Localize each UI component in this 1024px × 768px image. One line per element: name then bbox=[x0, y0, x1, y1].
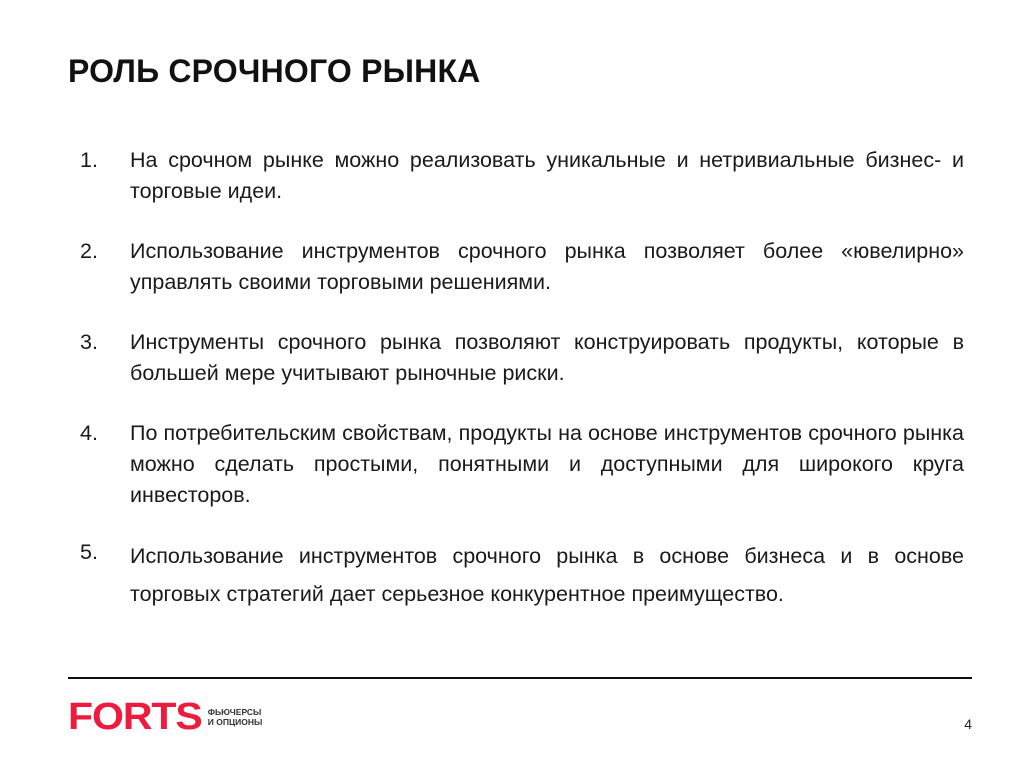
logo-tagline-line-2: И ОПЦИОНЫ bbox=[207, 717, 263, 727]
item-text: По потребительским свойствам, продукты на основе инструментов срочного рынка можно сделать простыми, понятными и доступными для широкого круга инвесторов. bbox=[130, 421, 964, 507]
item-number: 5. bbox=[80, 540, 98, 564]
item-text: Использование инструментов срочного рынка позволяет более «ювелирно» управлять своими торговыми решениями. bbox=[130, 239, 964, 294]
logo-tagline-line-1: ФЬЮЧЕРСЫ bbox=[207, 707, 262, 717]
item-number: 3. bbox=[80, 330, 98, 354]
item-text: Инструменты срочного рынка позволяют конструировать продукты, которые в большей мере учитывают рыночные риски. bbox=[130, 330, 964, 385]
page-number: 4 bbox=[964, 716, 972, 732]
item-number: 2. bbox=[80, 239, 98, 263]
item-number: 4. bbox=[80, 421, 98, 445]
list-item bbox=[80, 145, 964, 207]
forts-logo bbox=[68, 697, 262, 737]
logo-wordmark: FORTS bbox=[68, 696, 202, 738]
list-item bbox=[80, 236, 964, 298]
item-number: 1. bbox=[80, 148, 98, 172]
slide-title: РОЛЬ СРОЧНОГО РЫНКА bbox=[68, 53, 481, 89]
footer-divider bbox=[68, 677, 972, 679]
list-item bbox=[80, 537, 964, 613]
logo-tagline bbox=[208, 707, 263, 727]
list-item bbox=[80, 418, 964, 511]
list-item bbox=[80, 327, 964, 389]
item-text: На срочном рынке можно реализовать уникальные и нетривиальные бизнес- и торговые идеи. bbox=[130, 148, 964, 203]
points-list bbox=[80, 145, 964, 642]
item-text: Использование инструментов срочного рынка в основе бизнеса и в основе торговых стратегий дает серьезное конкурентное преимущество. bbox=[130, 544, 964, 606]
